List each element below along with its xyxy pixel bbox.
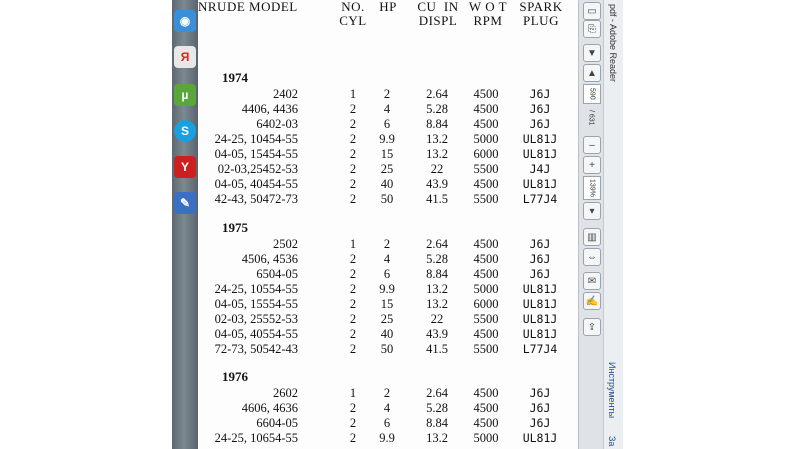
- year-heading: 1975: [222, 220, 248, 235]
- cell-cyl: 2: [349, 162, 357, 176]
- cell-model: 2502: [273, 237, 298, 251]
- cell-plug: UL81J: [522, 431, 558, 445]
- cell-cyl: 2: [349, 177, 357, 191]
- cell-cu: 8.84: [426, 117, 448, 131]
- cell-plug: UL81J: [522, 147, 558, 161]
- cell-hp: 2: [383, 87, 391, 101]
- table-row: [198, 297, 578, 312]
- tools-panel-tab[interactable]: Инструменты: [607, 362, 617, 419]
- cell-cyl: 2: [349, 102, 357, 116]
- zoom-in-icon[interactable]: +: [583, 156, 601, 174]
- pdf-document-page[interactable]: [198, 0, 578, 449]
- year-heading: 1976: [222, 369, 248, 384]
- cell-model: 24-25, 10654-55: [214, 431, 298, 445]
- table-row: [198, 312, 578, 327]
- cell-model: 4506, 4536: [241, 252, 298, 266]
- cell-rpm: 5500: [473, 342, 499, 356]
- table-row: [198, 401, 578, 416]
- sign-icon[interactable]: ✍: [583, 292, 601, 310]
- cell-cu: 22: [430, 162, 444, 176]
- cell-hp: 6: [383, 416, 391, 430]
- table-row: [198, 267, 578, 282]
- cell-plug: J6J: [529, 102, 551, 116]
- cell-cyl: 2: [349, 312, 357, 326]
- table-row: [198, 162, 578, 177]
- next-page-icon[interactable]: ▼: [583, 44, 601, 62]
- cell-cu: 5.28: [426, 252, 448, 266]
- cell-plug: UL81J: [522, 282, 558, 296]
- cell-cu: 43.9: [426, 177, 448, 191]
- cell-cyl: 2: [349, 147, 357, 161]
- cell-cyl: 2: [349, 192, 357, 206]
- skype-icon[interactable]: S: [174, 120, 196, 142]
- cell-plug: L77J4: [522, 342, 558, 356]
- cell-model: 2402: [273, 87, 298, 101]
- cell-cu: 13.2: [426, 282, 448, 296]
- cell-rpm: 4500: [473, 117, 499, 131]
- fit-page-icon[interactable]: ▥: [583, 228, 601, 246]
- cell-cyl: 2: [349, 401, 357, 415]
- table-row: [198, 147, 578, 162]
- table-row: [198, 177, 578, 192]
- header-wot-rpm: W O T RPM: [468, 0, 508, 28]
- cell-hp: 15: [380, 147, 394, 161]
- cell-rpm: 5500: [473, 162, 499, 176]
- cell-cyl: 2: [349, 327, 357, 341]
- cell-plug: J6J: [529, 87, 551, 101]
- cell-cyl: 2: [349, 297, 357, 311]
- cell-hp: 4: [383, 102, 391, 116]
- table-row: [198, 327, 578, 342]
- cell-model: 6604-05: [256, 416, 298, 430]
- cell-rpm: 4500: [473, 87, 499, 101]
- cell-model: 72-73, 50542-43: [214, 342, 298, 356]
- cell-cu: 2.64: [426, 87, 448, 101]
- cell-model: 04-05, 15454-55: [214, 147, 298, 161]
- comment-icon[interactable]: ✉: [583, 272, 601, 290]
- cell-cyl: 2: [349, 132, 357, 146]
- cell-rpm: 6000: [473, 297, 499, 311]
- cell-model: 4606, 4636: [241, 401, 298, 415]
- cell-rpm: 4500: [473, 102, 499, 116]
- cell-hp: 15: [380, 297, 394, 311]
- utorrent-icon[interactable]: µ: [174, 84, 196, 106]
- desktop-background-right: [623, 0, 800, 449]
- cell-cu: 8.84: [426, 416, 448, 430]
- cell-cu: 2.64: [426, 386, 448, 400]
- adobe-reader-side-toolbar: [578, 0, 623, 449]
- cell-model: 04-05, 15554-55: [214, 297, 298, 311]
- cell-plug: UL81J: [522, 297, 558, 311]
- cell-hp: 4: [383, 401, 391, 415]
- app-icon[interactable]: ◉: [174, 10, 196, 32]
- table-row: [198, 132, 578, 147]
- cell-cu: 43.9: [426, 327, 448, 341]
- prev-page-icon[interactable]: ▲: [583, 64, 601, 82]
- cell-model: 02-03,25452-53: [217, 162, 298, 176]
- fit-width-icon[interactable]: ⇔: [583, 248, 601, 266]
- table-row: [198, 252, 578, 267]
- taskbar: [172, 0, 198, 449]
- attachment-icon[interactable]: ⎘: [583, 20, 601, 38]
- cell-hp: 2: [383, 386, 391, 400]
- cell-cu: 5.28: [426, 102, 448, 116]
- cell-plug: J6J: [529, 117, 551, 131]
- cell-plug: J6J: [529, 267, 551, 281]
- header-spark-plug: SPARK PLUG: [519, 0, 563, 28]
- cell-hp: 2: [383, 237, 391, 251]
- cell-hp: 40: [380, 327, 394, 341]
- cell-rpm: 5000: [473, 431, 499, 445]
- window-title: pdf - Adobe Reader: [608, 4, 618, 83]
- table-row: [198, 342, 578, 357]
- cell-rpm: 4500: [473, 267, 499, 281]
- yandex-icon[interactable]: Я: [174, 46, 196, 68]
- cell-rpm: 4500: [473, 237, 499, 251]
- cell-cyl: 2: [349, 416, 357, 430]
- cell-rpm: 4500: [473, 386, 499, 400]
- cell-cyl: 1: [349, 237, 357, 251]
- cell-hp: 6: [383, 117, 391, 131]
- table-row: [198, 237, 578, 252]
- cell-model: 24-25, 10554-55: [214, 282, 298, 296]
- page-number-input[interactable]: 590: [583, 84, 601, 104]
- cell-plug: UL81J: [522, 327, 558, 341]
- cell-plug: UL81J: [522, 177, 558, 191]
- cell-hp: 40: [380, 177, 394, 191]
- cell-cu: 13.2: [426, 297, 448, 311]
- cell-model: 42-43, 50472-73: [214, 192, 298, 206]
- cell-model: 04-05, 40554-55: [214, 327, 298, 341]
- cell-cu: 5.28: [426, 401, 448, 415]
- header-hp: HP: [379, 0, 397, 14]
- cell-model: 04-05, 40454-55: [214, 177, 298, 191]
- desktop-background-left: [0, 0, 172, 449]
- cell-hp: 50: [380, 342, 394, 356]
- header-model: NRUDE MODEL: [198, 0, 298, 14]
- cell-hp: 9.9: [379, 431, 395, 445]
- cell-model: 24-25, 10454-55: [214, 132, 298, 146]
- cell-hp: 25: [380, 162, 394, 176]
- cell-cu: 8.84: [426, 267, 448, 281]
- table-row: [198, 117, 578, 132]
- zoom-level-field[interactable]: 139%: [583, 176, 601, 200]
- cell-hp: 9.9: [379, 132, 395, 146]
- cell-rpm: 4500: [473, 327, 499, 341]
- cell-cu: 41.5: [426, 342, 448, 356]
- cell-plug: J6J: [529, 252, 551, 266]
- cell-cyl: 2: [349, 342, 357, 356]
- cell-cu: 2.64: [426, 237, 448, 251]
- paint-icon[interactable]: ✎: [174, 192, 196, 214]
- cell-hp: 25: [380, 312, 394, 326]
- cell-cu: 41.5: [426, 192, 448, 206]
- reader-title-strip: [603, 0, 624, 449]
- cell-cyl: 2: [349, 267, 357, 281]
- cell-model: 2602: [273, 386, 298, 400]
- sign-panel-tab[interactable]: За: [607, 436, 617, 447]
- table-row: [198, 416, 578, 431]
- cell-cyl: 1: [349, 386, 357, 400]
- header-cyl: NO. CYL: [339, 0, 367, 28]
- cell-model: 4406, 4436: [241, 102, 298, 116]
- share-icon[interactable]: ⇪: [583, 318, 601, 336]
- cell-hp: 50: [380, 192, 394, 206]
- cell-model: 02-03, 25552-53: [214, 312, 298, 326]
- table-row: [198, 282, 578, 297]
- cell-cu: 22: [430, 312, 444, 326]
- page-thumb-icon[interactable]: ▭: [583, 2, 601, 20]
- cell-cyl: 2: [349, 431, 357, 445]
- cell-rpm: 5000: [473, 132, 499, 146]
- cell-plug: UL81J: [522, 132, 558, 146]
- page-total: / 631: [587, 110, 595, 126]
- cell-cu: 13.2: [426, 147, 448, 161]
- table-row: [198, 386, 578, 401]
- yandex-browser-icon[interactable]: Y: [174, 156, 196, 178]
- cell-plug: J6J: [529, 401, 551, 415]
- cell-rpm: 5500: [473, 192, 499, 206]
- header-cu-displ: CU IN DISPL: [417, 0, 459, 28]
- cell-plug: UL81J: [522, 312, 558, 326]
- cell-cyl: 2: [349, 252, 357, 266]
- table-row: [198, 431, 578, 446]
- cell-model: 6402-03: [256, 117, 298, 131]
- cell-cyl: 1: [349, 87, 357, 101]
- cell-rpm: 6000: [473, 147, 499, 161]
- cell-plug: J6J: [529, 416, 551, 430]
- cell-cyl: 2: [349, 282, 357, 296]
- zoom-out-icon[interactable]: –: [583, 136, 601, 154]
- cell-plug: L77J4: [522, 192, 558, 206]
- cell-rpm: 4500: [473, 252, 499, 266]
- cell-hp: 9.9: [379, 282, 395, 296]
- table-row: [198, 192, 578, 207]
- cell-cyl: 2: [349, 117, 357, 131]
- cell-plug: J6J: [529, 386, 551, 400]
- cell-rpm: 5000: [473, 282, 499, 296]
- cell-cu: 13.2: [426, 431, 448, 445]
- cell-cu: 13.2: [426, 132, 448, 146]
- cell-plug: J4J: [529, 162, 551, 176]
- table-row: [198, 102, 578, 117]
- cell-rpm: 4500: [473, 401, 499, 415]
- cell-rpm: 5500: [473, 312, 499, 326]
- cell-model: 6504-05: [256, 267, 298, 281]
- cell-hp: 4: [383, 252, 391, 266]
- zoom-dropdown-icon[interactable]: ▾: [583, 202, 601, 220]
- cell-rpm: 4500: [473, 416, 499, 430]
- year-heading: 1974: [222, 70, 248, 85]
- cell-plug: J6J: [529, 237, 551, 251]
- cell-hp: 6: [383, 267, 391, 281]
- cell-rpm: 4500: [473, 177, 499, 191]
- table-row: [198, 87, 578, 102]
